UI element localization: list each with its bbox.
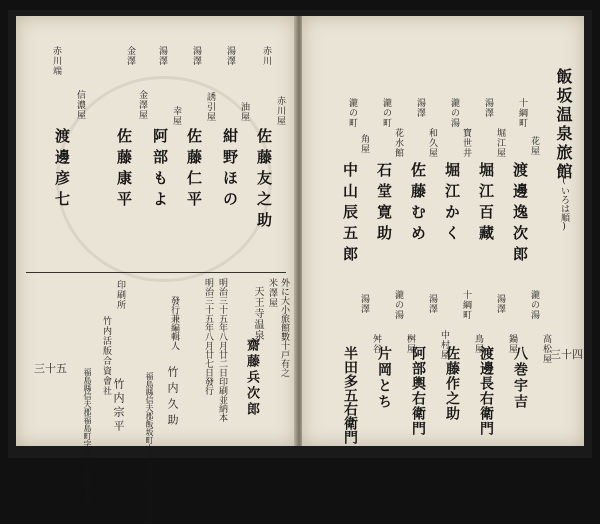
- entry-shop: 舛谷: [371, 334, 381, 354]
- ad-name: 齋藤兵次郎: [244, 338, 259, 418]
- entry-loc: 赤川端: [51, 46, 61, 76]
- ad-shop: 米澤屋: [267, 278, 277, 308]
- publisher-address: 福島縣信夫郡飯坂町大字湯澤廿四番地平民: [145, 372, 154, 524]
- entry-name: 紺野ほの: [221, 128, 239, 212]
- page-number: 三十五: [34, 362, 67, 375]
- entry-loc: 湯澤: [495, 294, 505, 314]
- entry-shop: 誘引屋: [205, 92, 215, 122]
- divider-line: [26, 272, 286, 273]
- entry-name: 阿部輿右衛門: [410, 346, 426, 436]
- entry-loc: 赤川: [261, 46, 271, 66]
- entry-loc: 湯澤: [415, 98, 425, 118]
- entry-shop: 中村屋: [439, 330, 449, 360]
- entry-loc: 瀧の湯: [529, 290, 539, 320]
- entry-shop: 信濃屋: [75, 90, 85, 120]
- entry-loc: 湯澤: [225, 46, 235, 66]
- printed-date: 明治三十五年八月廿二日印刷並納本: [217, 278, 227, 422]
- entry-loc: 湯澤: [427, 294, 437, 314]
- publisher-label: 發行兼編輯人: [169, 296, 179, 350]
- publisher-name: 竹内久助: [166, 366, 179, 430]
- entry-shop: 金澤屋: [137, 90, 147, 120]
- entry-name: 阿部もよ: [151, 128, 169, 212]
- entry-shop: 幸屋: [171, 106, 181, 126]
- entry-name: 八巻宇吉: [512, 346, 528, 410]
- entry-shop: 鍋屋: [507, 334, 517, 354]
- entry-name: 渡邊彦七: [53, 128, 71, 212]
- entry-loc: 十綱町: [517, 98, 527, 128]
- entry-loc: 湯澤: [191, 46, 201, 66]
- printer-label: 印刷所: [115, 280, 125, 310]
- entry-name: 石堂寛助: [375, 162, 393, 246]
- entry-name: 佐藤友之助: [255, 128, 273, 233]
- entry-name: 半田多五右衛門: [342, 346, 358, 444]
- entry-shop: 花屋: [529, 136, 539, 156]
- printer-address: 福島縣信夫郡福島町字北町七番地平民: [83, 368, 92, 504]
- entry-name: 中山辰五郎: [341, 162, 359, 267]
- entry-name: 片岡とち: [376, 346, 392, 410]
- entry-shop: 和久屋: [427, 128, 437, 158]
- right-page: [302, 16, 584, 446]
- entry-loc: 金澤: [125, 46, 135, 66]
- printer-person: 竹内宗平: [112, 378, 125, 434]
- entry-shop: 角屋: [359, 134, 369, 154]
- entry-name: 佐藤むめ: [409, 162, 427, 246]
- entry-shop: 油屋: [239, 102, 249, 122]
- entry-shop: 花水館: [393, 128, 403, 158]
- ad-loc: 天王寺温泉: [252, 286, 263, 341]
- page-title: 飯坂温泉旅館: [554, 68, 573, 182]
- entry-shop: 寶世井: [461, 128, 471, 158]
- issued-date: 明治三十五年八月廿七日發行: [203, 278, 213, 395]
- entry-name: 堀江かく: [443, 162, 461, 246]
- entry-name: 佐藤作之助: [444, 346, 460, 421]
- entry-name: 渡邊逸次郎: [511, 162, 529, 267]
- title-note: (いろは順): [559, 176, 569, 232]
- entry-loc: 瀧の湯: [393, 290, 403, 320]
- book: [8, 10, 592, 524]
- entry-shop: 桝屋: [405, 334, 415, 354]
- entry-name: 佐藤仁平: [185, 128, 203, 212]
- printer-company: 竹内活版合資會社: [101, 316, 111, 396]
- left-page: [16, 16, 296, 524]
- entry-shop: 赤川屋: [275, 96, 285, 126]
- entry-loc: 湯澤: [483, 98, 493, 118]
- ad-note: 外に大小旅館數十戸有之: [279, 278, 289, 377]
- entry-shop: 鳥屋: [473, 334, 483, 354]
- entry-loc: 瀧の町: [381, 98, 391, 128]
- entry-shop: 堀江屋: [495, 128, 505, 158]
- entry-name: 佐藤康平: [115, 128, 133, 212]
- entry-name: 堀江百藏: [477, 162, 495, 246]
- entry-shop: 高松屋: [541, 334, 551, 364]
- entry-name: 渡邊長右衛門: [478, 346, 494, 436]
- entry-loc: 湯澤: [359, 294, 369, 314]
- entry-loc: 十綱町: [461, 290, 471, 320]
- page-number: 三十四: [550, 348, 583, 361]
- entry-loc: 瀧の町: [347, 98, 357, 128]
- entry-loc: 湯澤: [157, 46, 167, 66]
- entry-loc: 瀧の湯: [449, 98, 459, 128]
